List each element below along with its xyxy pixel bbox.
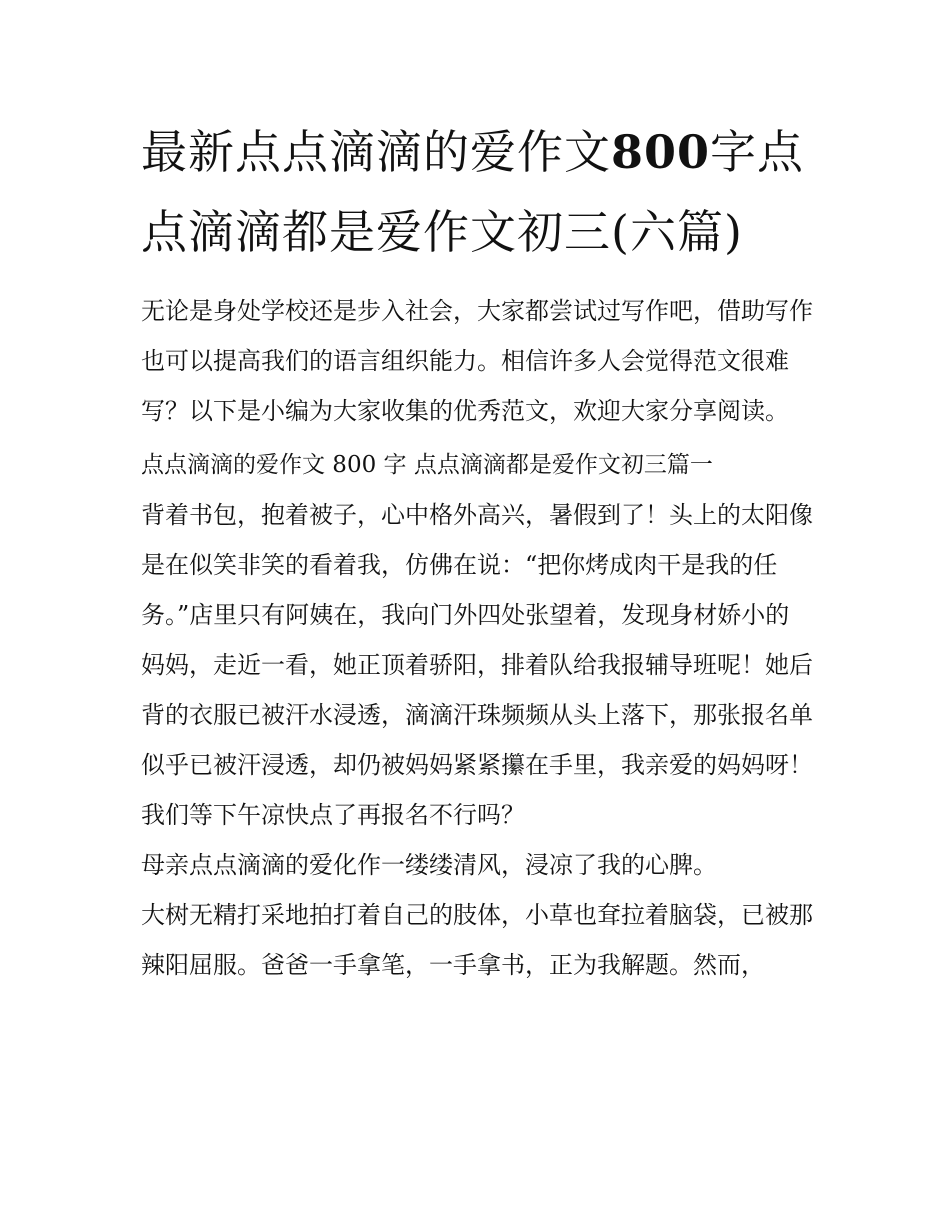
body-paragraph: 背着书包，抱着被子，心中格外高兴，暑假到了！头上的太阳像是在似笑非笑的看着我，仿佛在说：“把你烤成肉干是我的任务。”店里只有阿姨在，我向门外四处张望着，发现身材娇小的妈妈，走近一看，她正顶着骄阳，排着队给我报辅导班呢！她后背的衣服已被汗水浸透，滴滴汗珠频频从头上落下，那张报名单似乎已被汗浸透，却仍被妈妈紧紧攥在手里，我亲爱的妈妈呀！我们等下午凉快点了再报名不行吗？ (141, 501, 813, 829)
body-paragraph: 母亲点点滴滴的爱化作一缕缕清风，浸凉了我的心脾。 (141, 851, 717, 879)
intro-paragraph: 无论是身处学校还是步入社会，大家都尝试过写作吧，借助写作也可以提高我们的语言组织能力。相信许多人会觉得范文很难写？以下是小编为大家收集的优秀范文，欢迎大家分享阅读。 (141, 297, 813, 425)
document-title (141, 112, 813, 272)
document-page (141, 112, 813, 990)
title-text-part1: 最新点点滴滴的爱作文 (141, 125, 611, 179)
section-heading: 点点滴滴的爱作文 800 字 点点滴滴都是爱作文初三篇一 (141, 452, 713, 478)
body-paragraph: 大树无精打采地拍打着自己的肢体，小草也耷拉着脑袋，已被那辣阳屈服。爸爸一手拿笔，一手拿书，正为我解题。然而， (141, 901, 813, 979)
title-number: 800 (611, 125, 711, 179)
title-text-part2: 字点点滴滴都是爱作文初三(六篇) (141, 125, 805, 259)
